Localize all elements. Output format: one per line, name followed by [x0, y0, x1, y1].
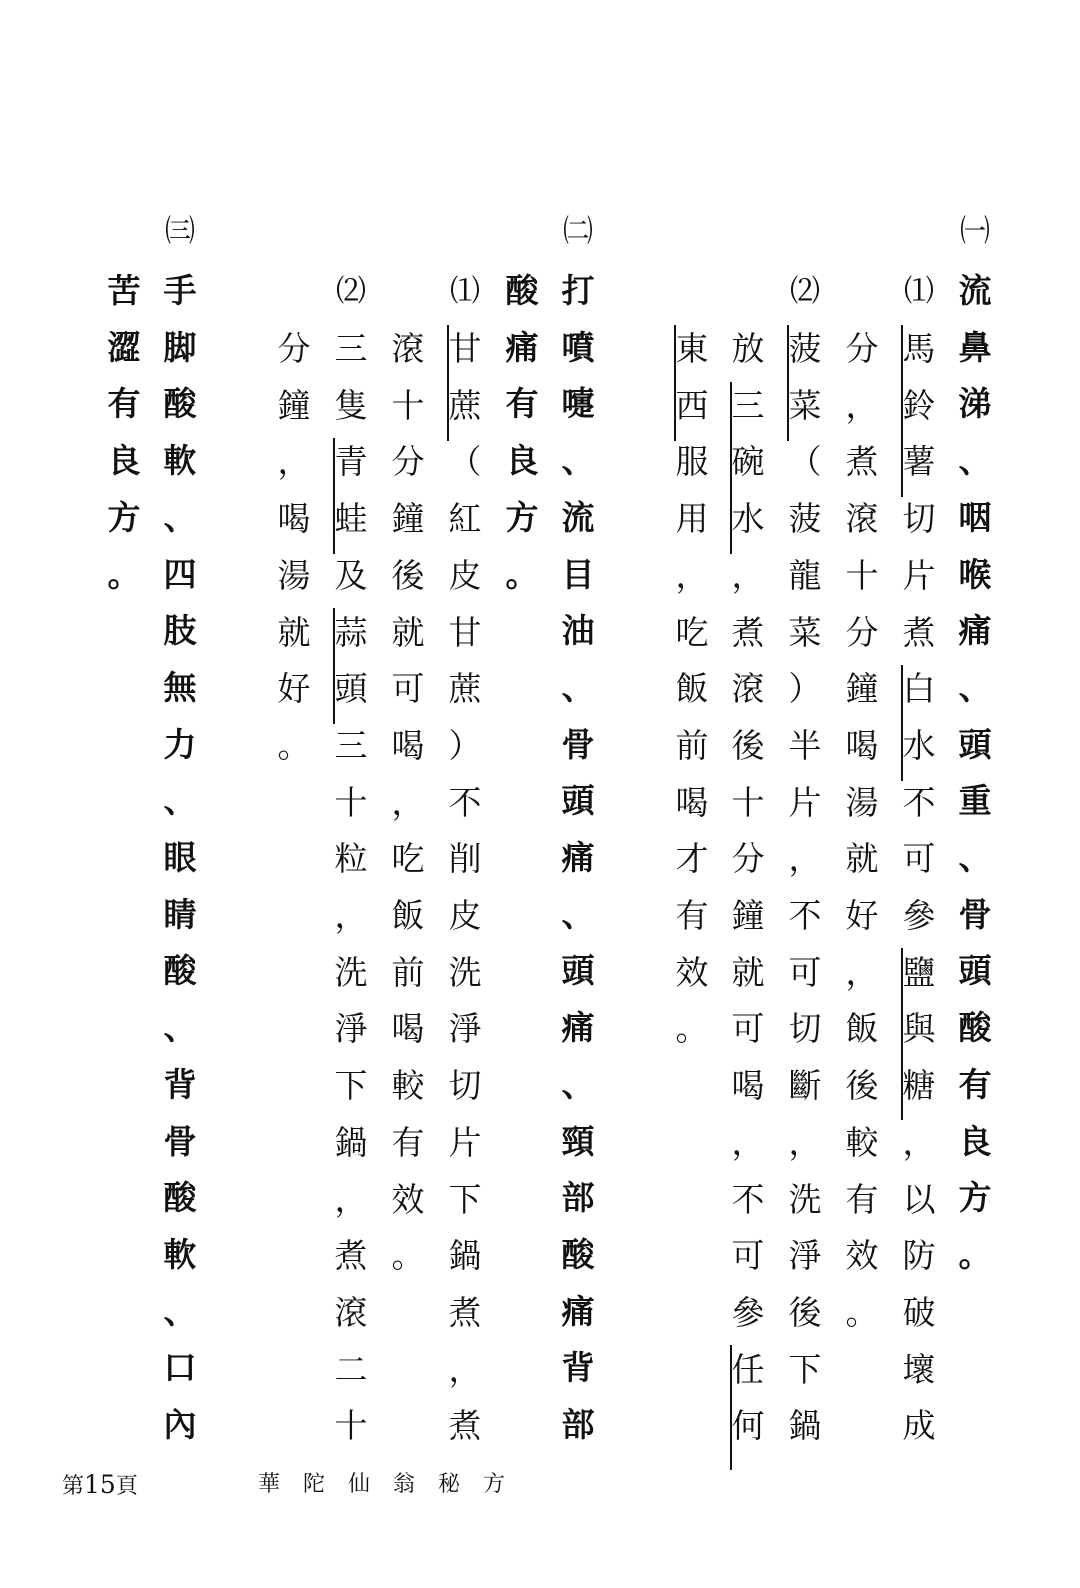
glyph: 、	[561, 667, 595, 707]
glyph: ，	[334, 1179, 368, 1219]
proper-name-line	[901, 665, 903, 781]
glyph: 三	[334, 329, 368, 368]
glyph: 。	[277, 725, 311, 765]
page-number	[62, 1470, 138, 1502]
glyph: 良	[107, 441, 141, 481]
glyph: 三	[334, 725, 368, 765]
glyph: 不	[448, 782, 482, 822]
item-marker: ⑵	[336, 274, 366, 309]
glyph: 眼	[163, 838, 197, 877]
glyph: 軟	[163, 441, 197, 481]
glyph: 薯	[902, 442, 936, 482]
glyph: 下	[334, 1066, 368, 1106]
glyph: 湯	[277, 555, 311, 595]
section-marker: ㈡	[563, 214, 593, 249]
glyph: 前	[675, 725, 709, 765]
glyph: 飯	[391, 896, 425, 935]
glyph: 鼻	[958, 327, 992, 367]
glyph: 酸	[958, 1008, 992, 1048]
glyph: 、	[163, 1008, 197, 1048]
glyph: 效	[845, 1236, 879, 1276]
glyph: （	[448, 442, 482, 482]
glyph: 、	[958, 838, 992, 877]
proper-name-line	[901, 948, 903, 1120]
glyph: 方	[505, 497, 539, 537]
glyph: 痛	[561, 1291, 595, 1331]
glyph: 就	[391, 612, 425, 652]
glyph: 飯	[845, 1009, 879, 1049]
glyph: 、	[561, 894, 595, 934]
glyph: 西	[675, 385, 709, 425]
glyph: 背	[163, 1064, 197, 1104]
glyph: 方	[958, 1178, 992, 1218]
glyph: 流	[958, 271, 992, 310]
glyph: 。	[107, 554, 141, 594]
glyph: 後	[731, 725, 765, 765]
glyph: 較	[391, 1066, 425, 1106]
book-title	[258, 1470, 528, 1500]
glyph: 壞	[902, 1349, 936, 1389]
glyph: 成	[902, 1406, 936, 1446]
item-marker: ⑴	[904, 274, 934, 309]
title-glyph: 華	[258, 1472, 281, 1497]
glyph: 何	[731, 1406, 765, 1446]
glyph: 部	[561, 1405, 595, 1444]
glyph: 皮	[448, 896, 482, 935]
proper-name-line	[333, 438, 335, 554]
glyph: （	[788, 442, 822, 482]
glyph: 皮	[448, 555, 482, 595]
glyph: 苦	[107, 271, 141, 310]
glyph: 紅	[448, 499, 482, 539]
glyph: ，	[845, 385, 879, 425]
glyph: 方	[107, 497, 141, 537]
glyph: 碗	[731, 442, 765, 482]
glyph: 後	[788, 1292, 822, 1332]
title-glyph: 翁	[393, 1472, 416, 1497]
glyph: 甘	[448, 612, 482, 652]
glyph: ，	[731, 1122, 765, 1162]
glyph: 參	[902, 896, 936, 935]
glyph: 水	[731, 499, 765, 539]
glyph: 分	[731, 839, 765, 879]
glyph: 頭	[561, 951, 595, 991]
glyph: 骨	[561, 724, 595, 764]
glyph: 肢	[163, 611, 197, 651]
glyph: 可	[731, 1009, 765, 1049]
glyph: 鈴	[902, 385, 936, 425]
glyph: 骨	[163, 1121, 197, 1161]
title-glyph: 仙	[348, 1472, 371, 1497]
glyph: 水	[902, 725, 936, 765]
proper-name-line	[787, 325, 789, 441]
item-marker: ⑴	[450, 274, 480, 309]
item-marker: ⑵	[790, 274, 820, 309]
glyph: 頭	[334, 669, 368, 709]
glyph: 菜	[788, 385, 822, 425]
glyph: ，	[788, 839, 822, 879]
glyph: 軟	[163, 1234, 197, 1274]
glyph: 鍋	[448, 1236, 482, 1276]
glyph: 後	[391, 555, 425, 595]
proper-name-line	[447, 325, 449, 441]
glyph: 粒	[334, 839, 368, 879]
glyph: 嚏	[561, 384, 595, 424]
page-prefix: 第	[62, 1474, 85, 1499]
glyph: 白	[902, 669, 936, 709]
glyph: 切	[902, 499, 936, 539]
glyph: 。	[845, 1292, 879, 1332]
glyph: 參	[731, 1292, 765, 1332]
glyph: 可	[391, 669, 425, 709]
glyph: 洗	[334, 952, 368, 992]
page-suffix: 頁	[115, 1474, 138, 1499]
glyph: 重	[958, 781, 992, 821]
glyph: 打	[561, 271, 595, 310]
glyph: 甘	[448, 329, 482, 368]
glyph: 後	[845, 1066, 879, 1106]
glyph: 十	[391, 385, 425, 425]
glyph: 喉	[958, 554, 992, 594]
glyph: 有	[391, 1122, 425, 1162]
glyph: 二	[334, 1349, 368, 1389]
glyph: 四	[163, 554, 197, 594]
glyph: 鍋	[334, 1122, 368, 1162]
glyph: 就	[731, 952, 765, 992]
glyph: 口	[163, 1348, 197, 1388]
glyph: 三	[731, 385, 765, 425]
glyph: 效	[391, 1179, 425, 1219]
glyph: 洗	[448, 952, 482, 992]
glyph: 與	[902, 1009, 936, 1049]
glyph: 馬	[902, 329, 936, 368]
glyph: 用	[675, 499, 709, 539]
glyph: 東	[675, 329, 709, 368]
glyph: 片	[788, 782, 822, 822]
glyph: 煮	[448, 1292, 482, 1332]
glyph: 喝	[675, 782, 709, 822]
glyph: 隻	[334, 385, 368, 425]
glyph: 青	[334, 442, 368, 482]
glyph: 菜	[788, 612, 822, 652]
glyph: 十	[334, 782, 368, 822]
glyph: 內	[163, 1405, 197, 1444]
glyph: 滾	[391, 329, 425, 368]
glyph: 有	[845, 1179, 879, 1219]
glyph: 吃	[391, 839, 425, 879]
glyph: 喝	[277, 499, 311, 539]
glyph: 煮	[731, 612, 765, 652]
glyph: 痛	[958, 611, 992, 651]
glyph: 鐘	[731, 896, 765, 935]
glyph: 蔗	[448, 385, 482, 425]
glyph: 澀	[107, 327, 141, 367]
glyph: ，	[448, 1349, 482, 1389]
glyph: 任	[731, 1349, 765, 1389]
glyph: 酸	[163, 1178, 197, 1218]
glyph: 可	[731, 1236, 765, 1276]
glyph: 分	[845, 329, 879, 368]
glyph: 片	[902, 555, 936, 595]
glyph: 滾	[731, 669, 765, 709]
glyph: 、	[163, 781, 197, 821]
glyph: 及	[334, 555, 368, 595]
glyph: 鐘	[845, 669, 879, 709]
glyph: 淨	[448, 1009, 482, 1049]
glyph: 油	[561, 611, 595, 651]
glyph: ，	[788, 1122, 822, 1162]
glyph: 煮	[334, 1236, 368, 1276]
glyph: 酸	[561, 1234, 595, 1274]
glyph: 洗	[788, 1179, 822, 1219]
glyph: 淨	[788, 1236, 822, 1276]
title-glyph: 秘	[438, 1472, 461, 1497]
glyph: 、	[163, 497, 197, 537]
glyph: 較	[845, 1122, 879, 1162]
glyph: 就	[845, 839, 879, 879]
glyph: 頸	[561, 1121, 595, 1161]
glyph: 削	[448, 839, 482, 879]
glyph: 滾	[845, 499, 879, 539]
glyph: 酸	[163, 951, 197, 991]
glyph: 好	[277, 669, 311, 709]
glyph: 下	[448, 1179, 482, 1219]
glyph: 滾	[334, 1292, 368, 1332]
glyph: 蒜	[334, 612, 368, 652]
glyph: ，	[334, 896, 368, 935]
glyph: 好	[845, 896, 879, 935]
glyph: 部	[561, 1178, 595, 1218]
glyph: 喝	[731, 1066, 765, 1106]
glyph: 痛	[505, 327, 539, 367]
glyph: 頭	[958, 724, 992, 764]
glyph: 半	[788, 725, 822, 765]
glyph: 以	[902, 1179, 936, 1219]
glyph: 痛	[561, 1008, 595, 1048]
glyph: ，	[902, 1122, 936, 1162]
glyph: 、	[561, 1064, 595, 1104]
glyph: 有	[505, 384, 539, 424]
glyph: 鹽	[902, 952, 936, 992]
glyph: ）	[448, 725, 482, 765]
glyph: ，	[391, 782, 425, 822]
glyph: 。	[505, 554, 539, 594]
glyph: 分	[845, 612, 879, 652]
glyph: 服	[675, 442, 709, 482]
glyph: 良	[958, 1121, 992, 1161]
section-marker: ㈢	[165, 214, 195, 249]
proper-name-line	[730, 382, 732, 554]
proper-name-line	[674, 325, 676, 441]
title-glyph: 陀	[303, 1472, 326, 1497]
glyph: 力	[163, 724, 197, 764]
glyph: 頭	[561, 781, 595, 821]
glyph: 、	[163, 1291, 197, 1331]
glyph: 。	[391, 1236, 425, 1276]
glyph: 咽	[958, 497, 992, 537]
glyph: 分	[391, 442, 425, 482]
glyph: 鐘	[391, 499, 425, 539]
glyph: 鐘	[277, 385, 311, 425]
glyph: 酸	[505, 271, 539, 310]
glyph: 脚	[163, 327, 197, 367]
glyph: 手	[163, 271, 197, 310]
glyph: 、	[958, 441, 992, 481]
glyph: 睛	[163, 894, 197, 934]
glyph: ）	[788, 669, 822, 709]
glyph: 切	[788, 1009, 822, 1049]
glyph: 涕	[958, 384, 992, 424]
glyph: 噴	[561, 327, 595, 367]
glyph: 骨	[958, 894, 992, 934]
glyph: 糖	[902, 1066, 936, 1106]
glyph: 片	[448, 1122, 482, 1162]
title-glyph: 方	[483, 1472, 506, 1497]
glyph: 十	[334, 1406, 368, 1446]
glyph: ，	[675, 555, 709, 595]
glyph: 痛	[561, 838, 595, 877]
glyph: 龍	[788, 555, 822, 595]
glyph: 飯	[675, 669, 709, 709]
glyph: 蔗	[448, 669, 482, 709]
glyph: 喝	[845, 725, 879, 765]
glyph: 不	[788, 896, 822, 935]
glyph: 良	[505, 441, 539, 481]
glyph: 前	[391, 952, 425, 992]
glyph: 下	[788, 1349, 822, 1389]
glyph: 無	[163, 667, 197, 707]
glyph: 背	[561, 1348, 595, 1388]
glyph: 喝	[391, 1009, 425, 1049]
glyph: 頭	[958, 951, 992, 991]
glyph: 放	[731, 329, 765, 368]
glyph: 斷	[788, 1066, 822, 1106]
glyph: 煮	[902, 612, 936, 652]
glyph: 可	[788, 952, 822, 992]
glyph: ，	[731, 555, 765, 595]
glyph: 酸	[163, 384, 197, 424]
glyph: 鍋	[788, 1406, 822, 1446]
glyph: 煮	[845, 442, 879, 482]
glyph: 目	[561, 554, 595, 594]
glyph: 流	[561, 497, 595, 537]
glyph: 有	[675, 896, 709, 935]
glyph: 喝	[391, 725, 425, 765]
glyph: 菠	[788, 499, 822, 539]
glyph: 。	[958, 1234, 992, 1274]
glyph: 不	[902, 782, 936, 822]
proper-name-line	[901, 325, 903, 497]
glyph: 淨	[334, 1009, 368, 1049]
glyph: 有	[958, 1064, 992, 1104]
glyph: 。	[675, 1009, 709, 1049]
glyph: ，	[277, 442, 311, 482]
glyph: 分	[277, 329, 311, 368]
glyph: 煮	[448, 1406, 482, 1446]
glyph: 就	[277, 612, 311, 652]
proper-name-line	[333, 608, 335, 724]
glyph: 湯	[845, 782, 879, 822]
glyph: ，	[845, 952, 879, 992]
glyph: 、	[561, 441, 595, 481]
glyph: 切	[448, 1066, 482, 1106]
glyph: 菠	[788, 329, 822, 368]
glyph: 吃	[675, 612, 709, 652]
section-marker: ㈠	[960, 214, 990, 249]
glyph: 可	[902, 839, 936, 879]
proper-name-line	[730, 1345, 732, 1470]
glyph: 有	[107, 384, 141, 424]
glyph: 、	[958, 667, 992, 707]
page-number-value: 15	[84, 1470, 116, 1499]
glyph: 蛙	[334, 499, 368, 539]
glyph: 效	[675, 952, 709, 992]
glyph: 防	[902, 1236, 936, 1276]
glyph: 破	[902, 1292, 936, 1332]
glyph: 不	[731, 1179, 765, 1219]
glyph: 十	[845, 555, 879, 595]
glyph: 十	[731, 782, 765, 822]
glyph: 才	[675, 839, 709, 879]
